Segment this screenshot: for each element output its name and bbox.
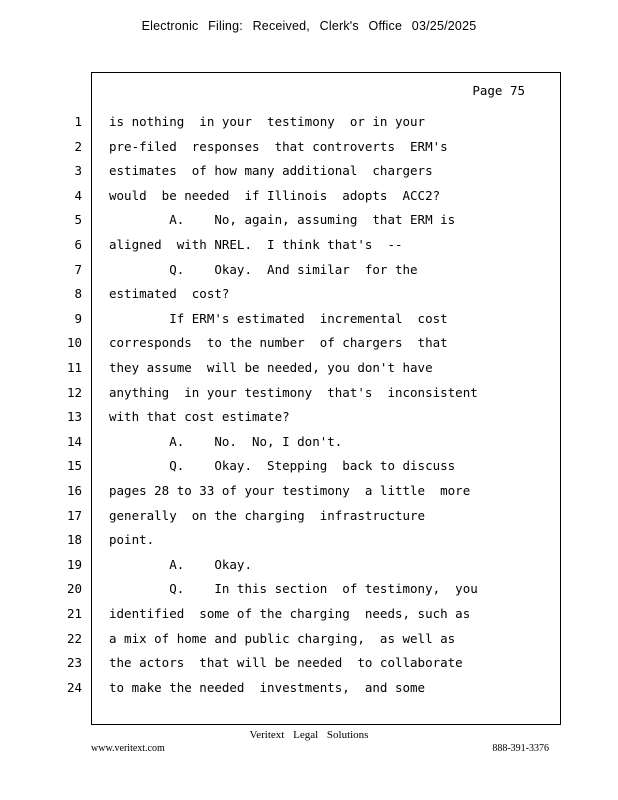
line-text: aligned with NREL. I think that's --: [109, 237, 403, 252]
line-number: 19: [66, 556, 82, 572]
transcript-line: [0, 532, 618, 556]
line-number: 14: [66, 433, 82, 449]
line-number: 3: [74, 163, 82, 179]
line-number: 15: [66, 458, 82, 474]
transcript-line: [0, 557, 618, 581]
line-text: estimated cost?: [109, 286, 230, 302]
transcript-line: [0, 581, 618, 605]
line-text: is nothing in your testimony or in your: [109, 114, 426, 129]
line-number: 22: [66, 630, 82, 646]
line-number: 9: [74, 310, 82, 326]
line-number: 21: [66, 606, 82, 621]
line-text: A. No. No, I don't.: [109, 433, 343, 449]
line-text: anything in your testimony that's inconsistent: [109, 384, 478, 400]
line-text: Q. Okay. And similar for the: [109, 261, 418, 277]
line-text: A. Okay.: [109, 556, 252, 572]
line-text: Q. Okay. Stepping back to discuss: [109, 458, 456, 474]
transcript-line: [0, 655, 618, 679]
line-number: 13: [66, 409, 82, 425]
line-text: would be needed if Illinois adopts ACC2?: [109, 187, 441, 203]
electronic-filing-stamp: Electronic Filing: Received, Clerk's Office 03/25/2025: [141, 19, 477, 33]
line-number: 24: [66, 679, 82, 695]
line-number: 6: [74, 237, 82, 252]
transcript-line: [0, 434, 618, 458]
line-text: the actors that will be needed to collaborate: [109, 655, 463, 671]
transcript-line: [0, 262, 618, 286]
line-number: 2: [74, 138, 82, 154]
line-text: Q. In this section of testimony, you: [109, 581, 478, 597]
line-text: to make the needed investments, and some: [109, 679, 426, 695]
line-text: A. No, again, assuming that ERM is: [109, 212, 456, 228]
transcript-line: [0, 188, 618, 212]
line-number: 20: [66, 581, 82, 597]
transcript-line: [0, 385, 618, 409]
line-number: 11: [66, 360, 82, 375]
transcript-line: [0, 360, 618, 384]
transcript-line: [0, 163, 618, 187]
footer-company: Veritext Legal Solutions: [249, 729, 369, 741]
transcript-line: [0, 508, 618, 532]
transcript-line: [0, 458, 618, 482]
transcript-line: [0, 409, 618, 433]
transcript-line: [0, 680, 618, 704]
transcript-line: [0, 606, 618, 630]
footer-website: www.veritext.com: [91, 743, 165, 754]
line-number: 12: [66, 384, 82, 400]
transcript-line: [0, 139, 618, 163]
transcript-line: [0, 212, 618, 236]
line-text: pre-filed responses that controverts ERM's: [109, 138, 448, 154]
line-number: 5: [74, 212, 82, 228]
transcript-line: [0, 631, 618, 655]
line-number: 8: [74, 286, 82, 302]
line-number: 17: [66, 507, 82, 523]
transcript-line: [0, 237, 618, 261]
line-text: corresponds to the number of chargers that: [109, 335, 448, 351]
line-text: point.: [109, 532, 155, 548]
line-text: estimates of how many additional chargers: [109, 163, 433, 179]
footer-phone: 888-391-3376: [492, 743, 549, 754]
line-number: 16: [66, 483, 82, 498]
line-number: 23: [66, 655, 82, 671]
line-number: 1: [74, 114, 82, 129]
transcript-line: [0, 286, 618, 310]
transcript-line: [0, 311, 618, 335]
line-number: 10: [66, 335, 82, 351]
line-text: If ERM's estimated incremental cost: [109, 310, 448, 326]
transcript-line: [0, 114, 618, 138]
line-number: 7: [74, 261, 82, 277]
line-text: with that cost estimate?: [109, 409, 290, 425]
transcript-line: [0, 483, 618, 507]
line-text: they assume will be needed, you don't have: [109, 360, 433, 375]
line-number: 18: [66, 532, 82, 548]
transcript-line: [0, 335, 618, 359]
line-text: pages 28 to 33 of your testimony a little more: [109, 483, 471, 498]
line-text: generally on the charging infrastructure: [109, 507, 426, 523]
line-text: a mix of home and public charging, as well as: [109, 630, 456, 646]
line-number: 4: [74, 187, 82, 203]
page-number: Page 75: [472, 83, 525, 98]
line-text: identified some of the charging needs, such as: [109, 606, 471, 621]
